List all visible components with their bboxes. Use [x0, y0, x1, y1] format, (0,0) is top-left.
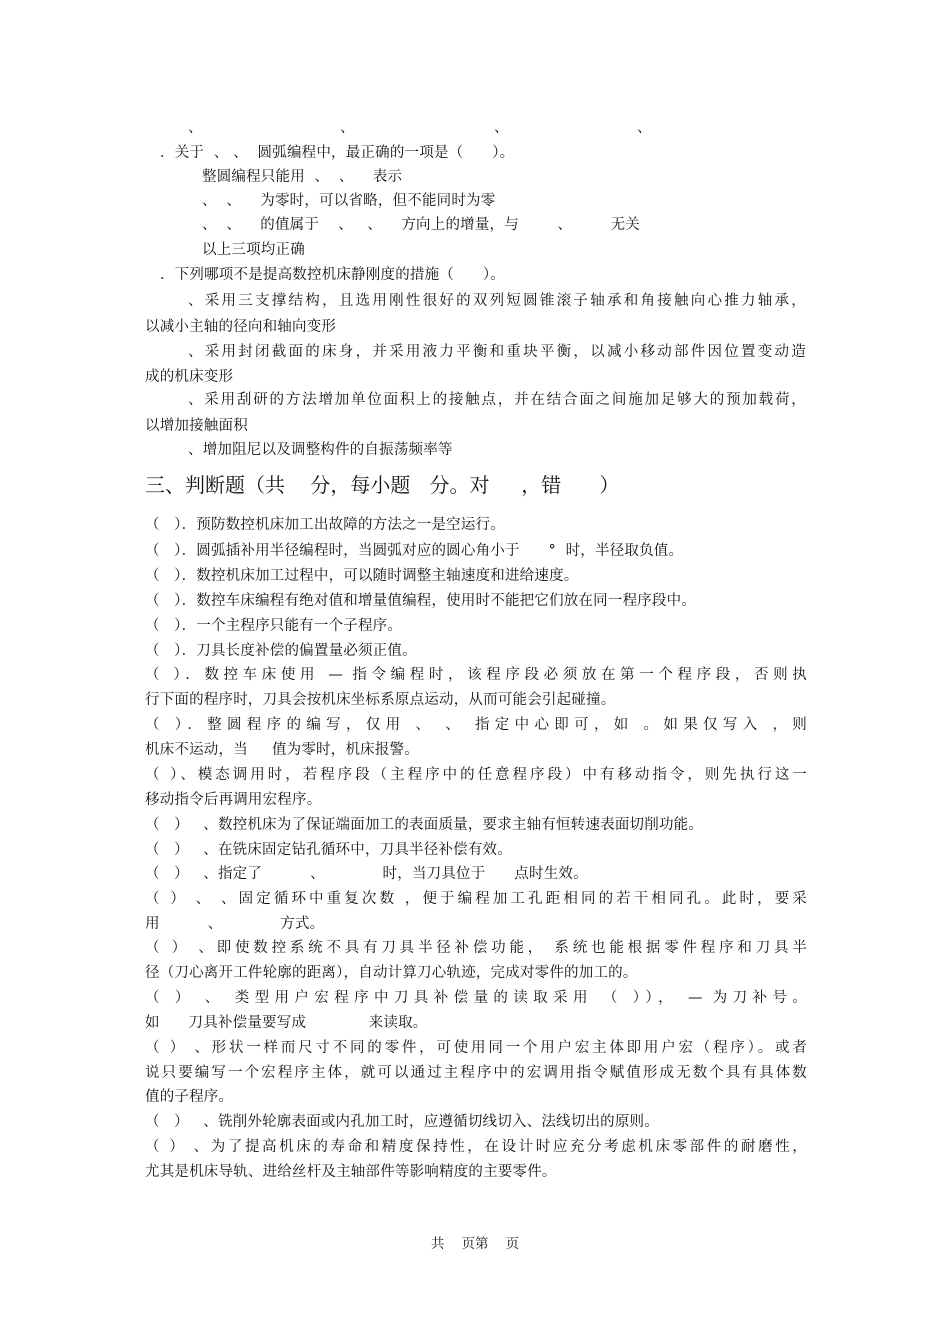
option-continued: 以增加接触面积: [145, 418, 248, 434]
tf-item: （ ）．整圆程序的编写，仅用 、 、 指定中心即可，如 。如果仅写入 ，则: [145, 717, 807, 733]
tf-item-continued: 机床不运动，当 值为零时，机床报警。: [145, 742, 419, 758]
tf-item: （ ） 、数控机床为了保证端面加工的表面质量，要求主轴有恒转速表面切削功能。: [145, 817, 704, 833]
option: 、采用封闭截面的床身，并采用液力平衡和重块平衡，以减小移动部件因位置变动造: [188, 344, 806, 360]
tf-item-continued: 值的子程序。: [145, 1089, 234, 1105]
tf-item: （ ） 、即使数控系统不具有刀具半径补偿功能， 系统也能根据零件程序和刀具半: [145, 940, 807, 956]
tf-item: （ ）．数控机床加工过程中，可以随时调整主轴速度和进给速度。: [145, 568, 579, 584]
option: 、 、 为零时，可以省略，但不能同时为零: [202, 193, 496, 209]
tf-item: （ ）、模态调用时，若程序段（主程序中的任意程序段）中有移动指令，则先执行这一: [145, 767, 807, 783]
tf-item-continued: 行下面的程序时，刀具会按机床坐标系原点运动，从而可能会引起碰撞。: [145, 692, 616, 708]
tf-item-continued: 说只要编写一个宏程序主体，就可以通过主程序中的宏调用指令赋值形成无数个具有具体数: [145, 1065, 807, 1081]
tf-item: （ ）．刀具长度补偿的偏置量必须正值。: [145, 643, 417, 659]
question-circle-arc: ．关于 、 、 圆弧编程中，最正确的一项是（ ）。: [160, 145, 515, 161]
tf-item-continued: 尤其是机床导轨、进给丝杆及主轴部件等影响精度的主要零件。: [145, 1164, 557, 1180]
tf-item: （ ）．数控车床编程有绝对值和增量值编程，使用时不能把它们放在同一程序段中。: [145, 593, 697, 609]
option: 、增加阻尼以及调整构件的自振荡频率等: [188, 442, 453, 458]
tf-item-continued: 用 、 方式。: [145, 916, 325, 932]
tf-item-continued: 径（刀心离开工件轮廓的距离），自动计算刀心轨迹，完成对零件的加工的。: [145, 965, 638, 981]
top-mark: 、: [637, 120, 652, 136]
tf-item: （ ） 、形状一样而尺寸不同的零件，可使用同一个用户宏主体即用户宏（程序）。或者: [145, 1040, 807, 1056]
top-mark: 、: [188, 120, 203, 136]
tf-item: （ ）．一个主程序只能有一个子程序。: [145, 618, 403, 634]
top-mark: 、: [494, 120, 509, 136]
tf-item: （ ） 、 、固定循环中重复次数 ，便于编程加工孔距相同的若干相同孔。此时，要采: [145, 891, 807, 907]
top-mark: 、: [340, 120, 355, 136]
option: 以上三项均正确: [202, 242, 305, 258]
option-continued: 成的机床变形: [145, 369, 234, 385]
tf-item: （ ）．预防数控机床加工出故障的方法之一是空运行。: [145, 517, 505, 533]
tf-item-continued: 如 刀具补偿量要写成 来读取。: [145, 1015, 428, 1031]
tf-item: （ ） 、铣削外轮廓表面或内孔加工时，应遵循切线切入、法线切出的原则。: [145, 1114, 659, 1130]
option: 、采用刮研的方法增加单位面积上的接触点，并在结合面之间施加足够大的预加载荷，: [188, 392, 806, 408]
tf-item: （ ）．数控车床使用 — 指令编程时，该程序段必须放在第一个程序段，否则执: [145, 667, 807, 683]
question-rigidity: ．下列哪项不是提高数控机床静刚度的措施（ ）。: [160, 267, 506, 283]
tf-item: （ ） 、指定了 、 时，当刀具位于 点时生效。: [145, 866, 588, 882]
tf-item: （ ） 、为了提高机床的寿命和精度保持性，在设计时应充分考虑机床零部件的耐磨性，: [145, 1139, 807, 1155]
option: 、采用三支撑结构，且选用刚性很好的双列短圆锥滚子轴承和角接触向心推力轴承，: [188, 293, 806, 309]
tf-item: （ ） 、在铣床固定钻孔循环中，刀具半径补偿有效。: [145, 842, 512, 858]
option-continued: 以减小主轴的径向和轴向变形: [145, 319, 337, 335]
section-heading: 三、判断题（共 分，每小题 分。对 ，错 ）: [145, 473, 620, 497]
tf-item-continued: 移动指令后再调用宏程序。: [145, 792, 322, 808]
tf-item: （ ） 、 类型用户宏程序中刀具补偿量的读取采用 （ ））， — 为刀补号。: [145, 990, 807, 1006]
option: 、 、 的值属于 、 、 方向上的增量，与 、 无关: [202, 217, 640, 233]
option: 整圆编程只能用 、 、 表示: [202, 169, 403, 185]
tf-item: （ ）．圆弧插补用半径编程时，当圆弧对应的圆心角小于 ° 时，半径取负值。: [145, 543, 684, 559]
page-footer: 共 页第 页: [430, 1236, 520, 1252]
